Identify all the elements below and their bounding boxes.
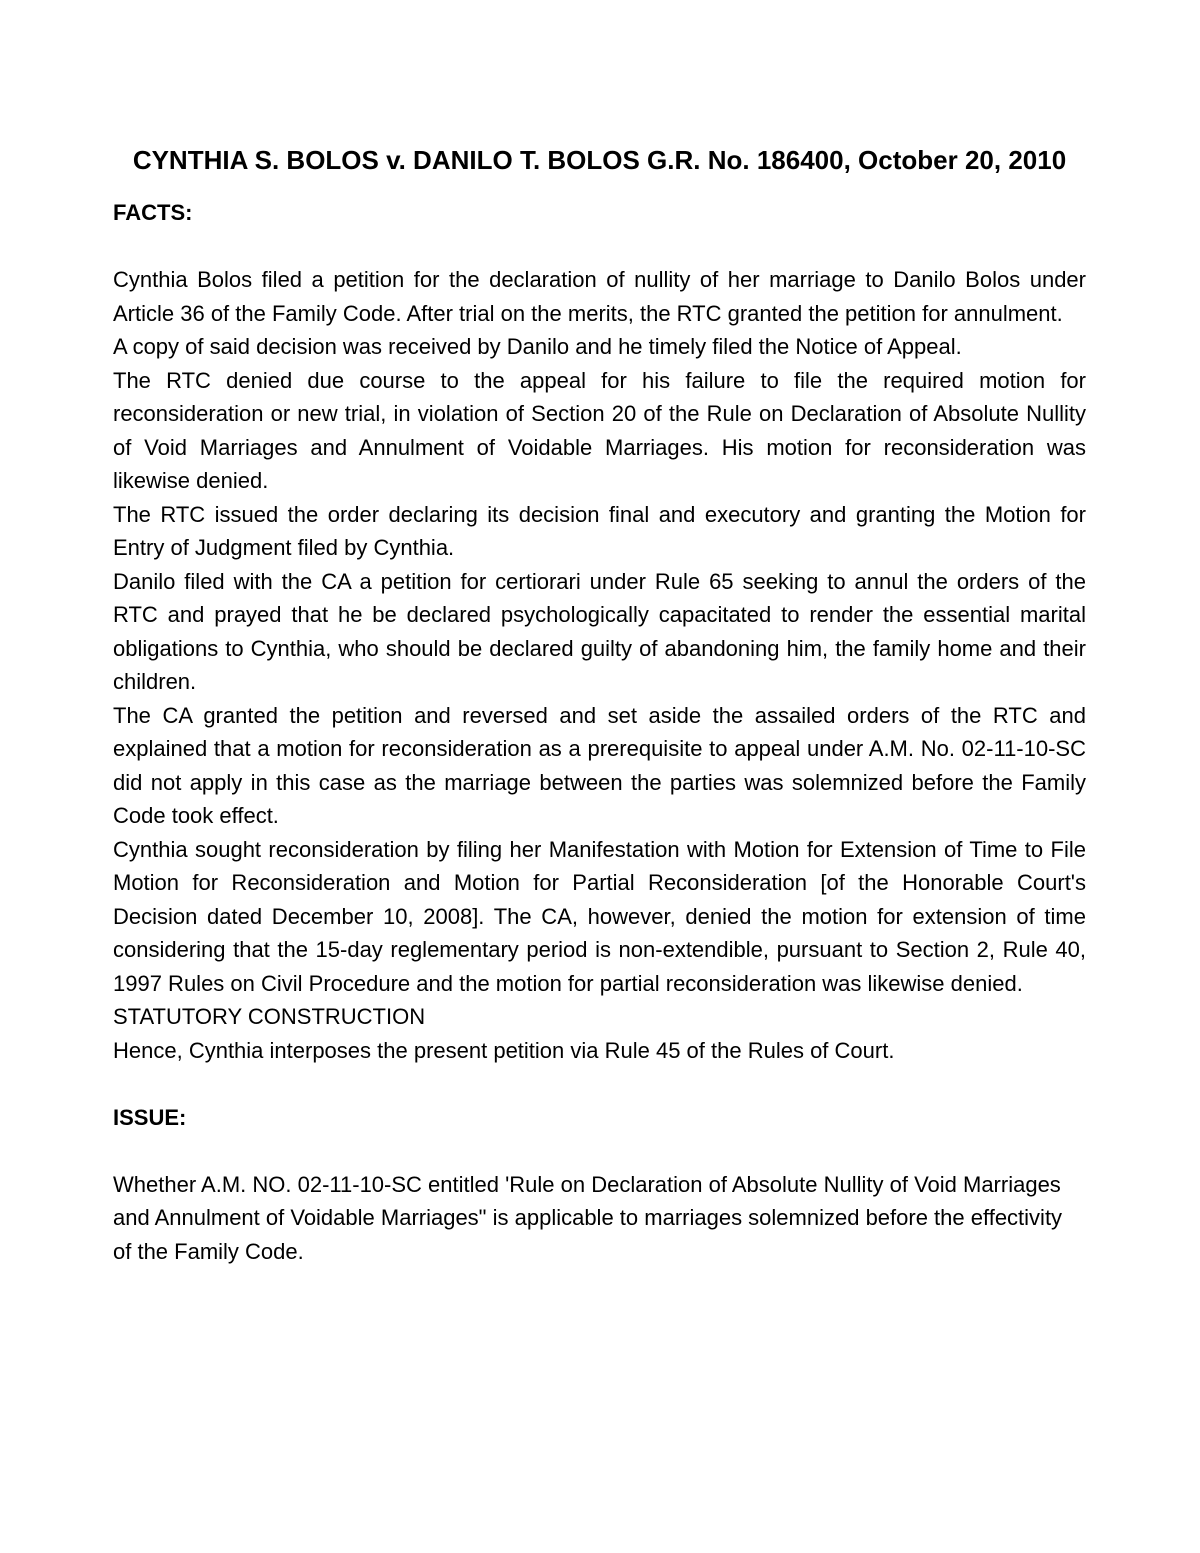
facts-paragraph: The RTC denied due course to the appeal for his failure to file the required motion for reconsideration or new trial, in violation of Section 20 of the Rule on Declaration of Absolute Nullity of Void Marriages and Annulment of Voidable Marriages. His motion for reconsideration was likewise denied. — [113, 367, 1086, 493]
facts-paragraph: Hence, Cynthia interposes the present petition via Rule 45 of the Rules of Court. — [113, 1037, 895, 1063]
facts-paragraph: The RTC issued the order declaring its decision final and executory and granting the Motion for Entry of Judgment filed by Cynthia. — [113, 501, 1086, 560]
facts-subheading: STATUTORY CONSTRUCTION — [113, 1004, 426, 1029]
facts-paragraph: A copy of said decision was received by Danilo and he timely filed the Notice of Appeal. — [113, 334, 962, 359]
facts-paragraph: Cynthia Bolos filed a petition for the declaration of nullity of her marriage to Danilo Bolos under Article 36 of the Family Code. After trial on the merits, the RTC granted the petition for annulment. — [113, 267, 1086, 326]
spacer — [113, 1134, 1086, 1168]
spacer — [113, 1067, 1086, 1101]
facts-heading: FACTS: — [113, 200, 193, 225]
facts-paragraph: Danilo filed with the CA a petition for certiorari under Rule 65 seeking to annul the orders of the RTC and prayed that he be declared psychologically capacitated to render the essential marital obligations to Cynthia, who should be declared guilty of abandoning him, the family home and their children. — [113, 568, 1086, 694]
issue-heading: ISSUE: — [113, 1104, 187, 1130]
spacer — [113, 230, 1086, 264]
document-body — [113, 140, 1086, 1268]
case-title: CYNTHIA S. BOLOS v. DANILO T. BOLOS G.R. No. 186400, October 20, 2010 — [132, 145, 1067, 175]
facts-paragraph: Cynthia sought reconsideration by filing her Manifestation with Motion for Extension of Time to File Motion for Reconsideration and Motion for Partial Reconsideration [of the Honorable Court's Decision dated December 10, 2008]. The CA, however, denied the motion for extension of time considering that the 15-day reglementary period is non-extendible, pursuant to Section 2, Rule 40, 1997 Rules on Civil Procedure and the motion for partial reconsideration was likewise denied. — [113, 836, 1086, 996]
issue-paragraph: Whether A.M. NO. 02-11-10-SC entitled 'Rule on Declaration of Absolute Nullity of Void Marriages and Annulment of Voidable Marriages" is applicable to marriages solemnized before the effectivity of the Family Code. — [113, 1171, 1063, 1264]
facts-paragraph: The CA granted the petition and reversed and set aside the assailed orders of the RTC and explained that a motion for reconsideration as a prerequisite to appeal under A.M. No. 02-11-10-SC did not apply in this case as the marriage between the parties was solemnized before the Family Code took effect. — [113, 702, 1086, 828]
